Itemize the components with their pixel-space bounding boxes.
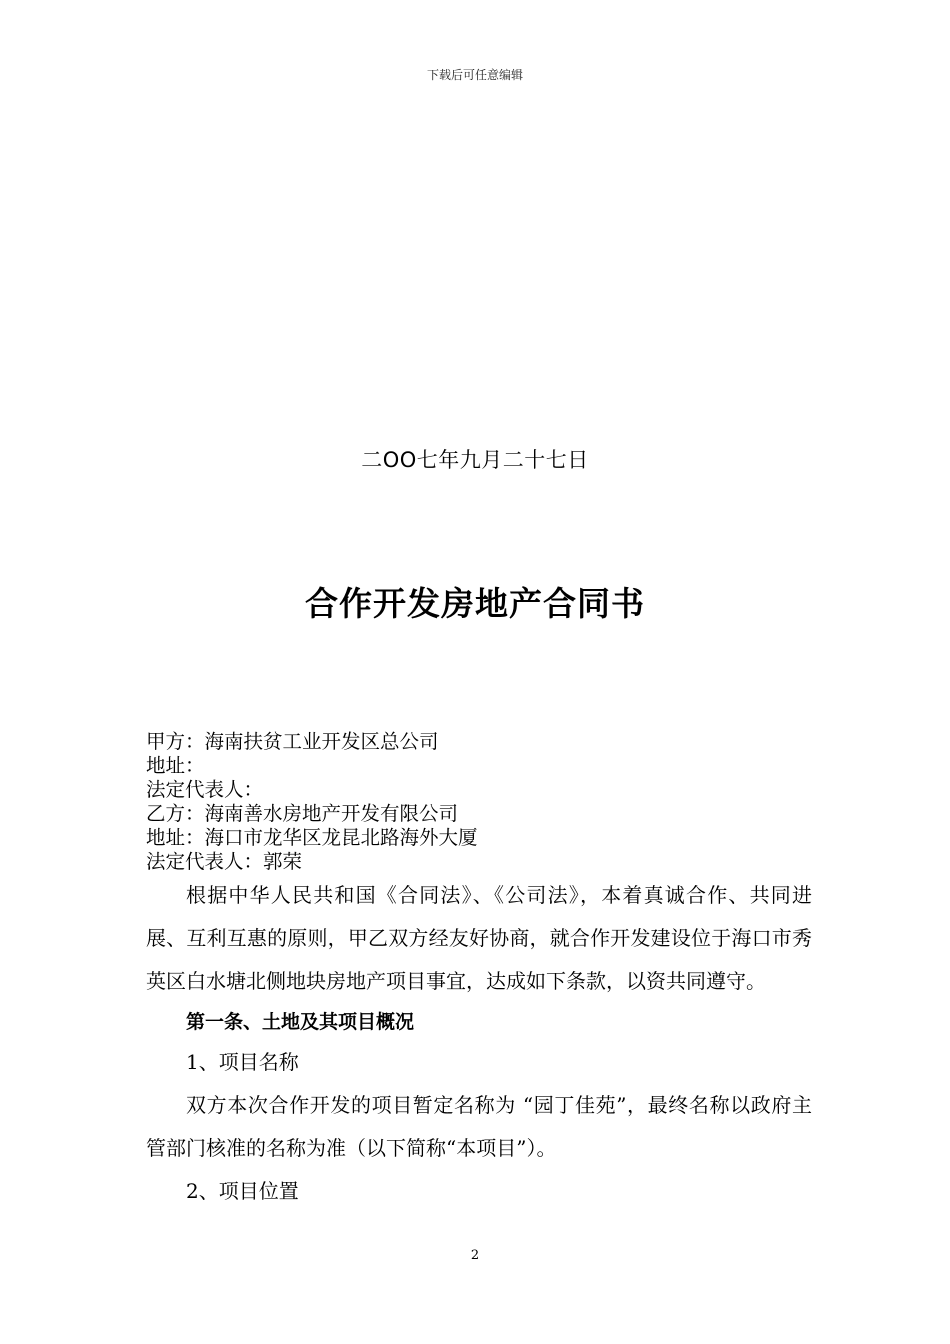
item-1-title: 1、项目名称: [186, 1050, 299, 1074]
document-title: 合作开发房地产合同书: [305, 584, 645, 623]
article-1-heading: 第一条、土地及其项目概况: [186, 1011, 415, 1033]
party-b-name: 乙方：海南善水房地产开发有限公司: [146, 802, 459, 825]
contract-body: [146, 874, 812, 1213]
contract-date: 二OO七年九月二十七日: [361, 448, 589, 472]
item-1-paragraph: 双方本次合作开发的项目暂定名称为 “园丁佳苑”，最终名称以政府主管部门核准的名称为准（以下简称“本项目”）。: [146, 1093, 812, 1160]
party-b-address: 地址：海口市龙华区龙昆北路海外大厦: [146, 826, 478, 849]
item-2-title: 2、项目位置: [186, 1179, 299, 1203]
page-number: 2: [470, 1248, 480, 1263]
party-a-name: 甲方：海南扶贫工业开发区总公司: [146, 730, 439, 753]
intro-paragraph: 根据中华人民共和国《合同法》、《公司法》，本着真诚合作、共同进展、互利互惠的原则，甲乙双方经友好协商，就合作开发建设位于海口市秀英区白水塘北侧地块房地产项目事宜，达成如下条款，以资共同遵守。: [146, 883, 812, 993]
party-a-representative: 法定代表人：: [146, 778, 264, 801]
party-a-address: 地址：: [146, 754, 205, 777]
parties-block: [146, 730, 826, 874]
party-b-representative: 法定代表人：郭荣: [146, 850, 303, 873]
header-note: 下载后可任意编辑: [426, 68, 523, 82]
